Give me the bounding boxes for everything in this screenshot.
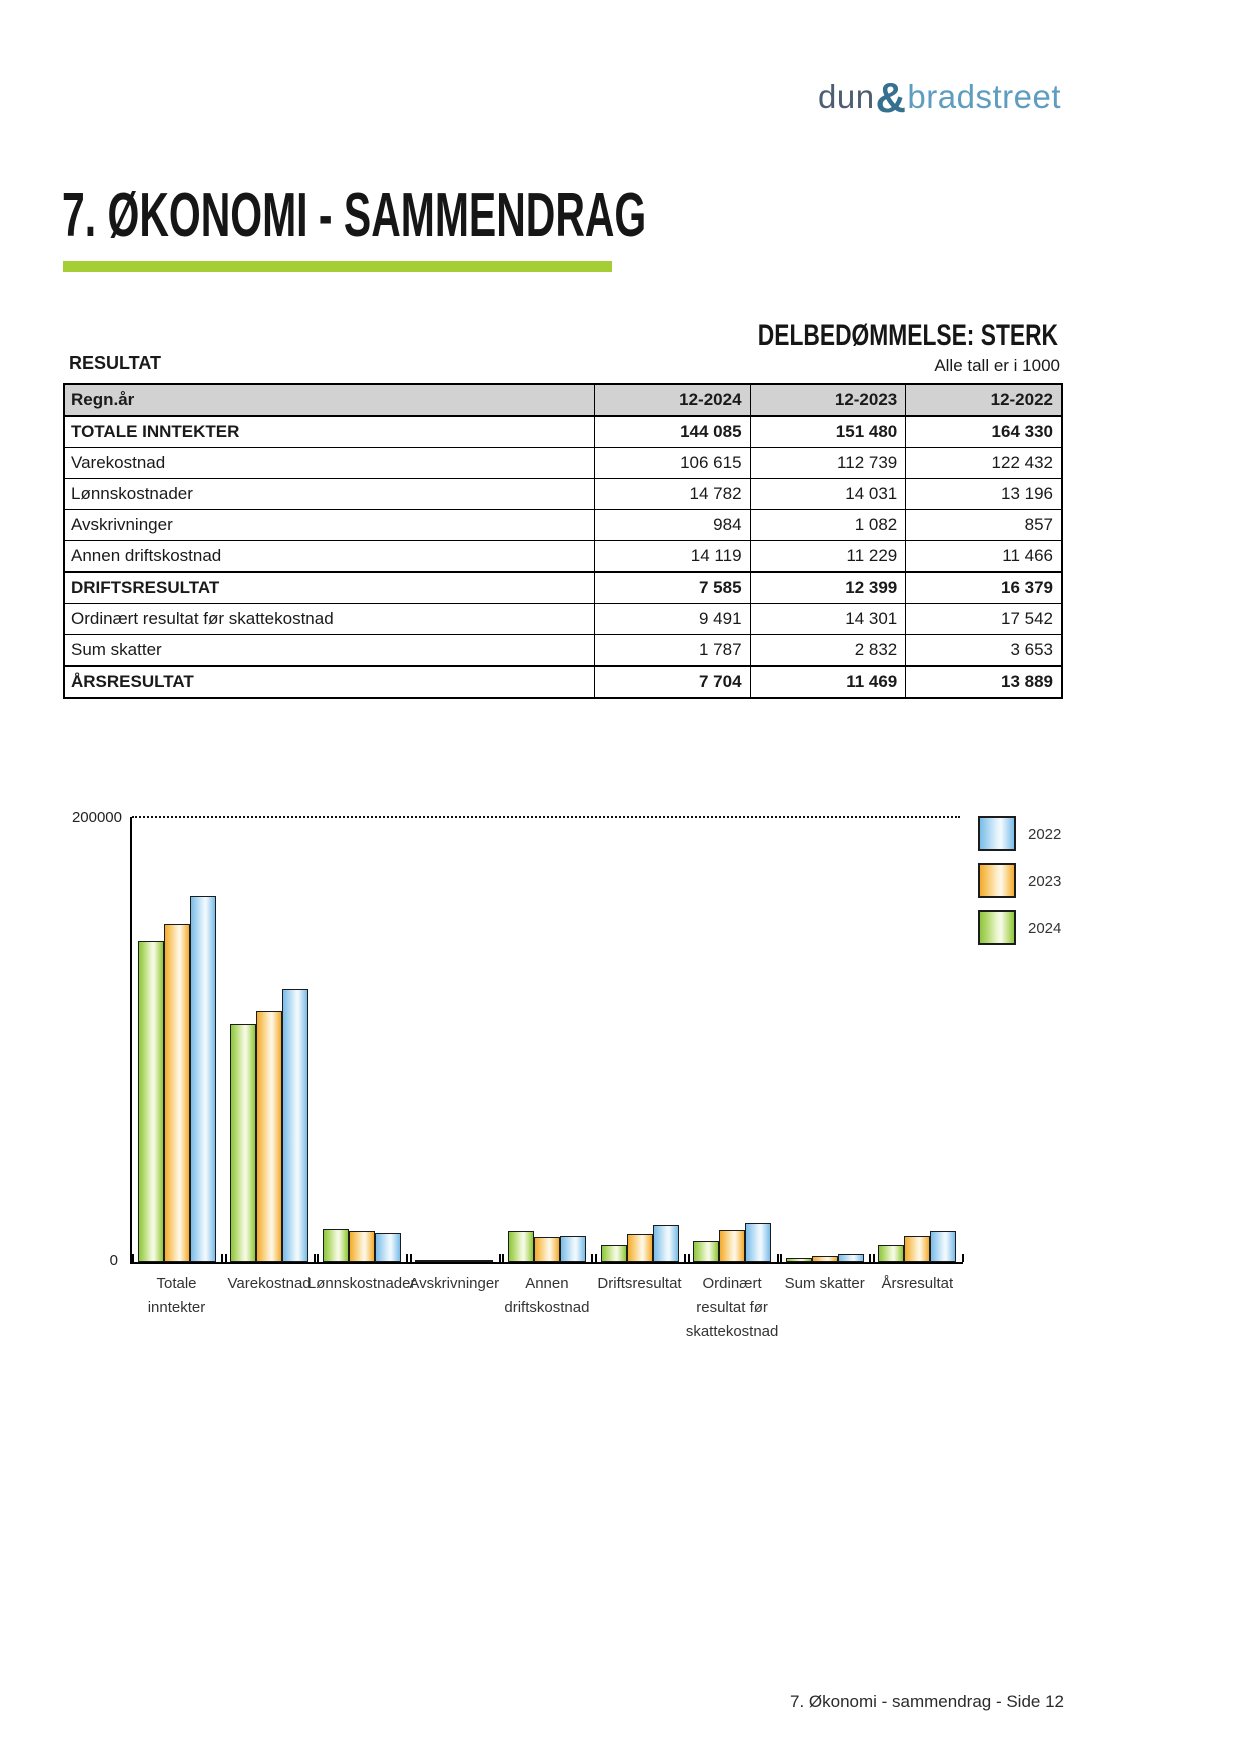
category-label-6: skattekostnad (685, 1323, 779, 1340)
table-row-5 (64, 572, 1062, 604)
category-label-4: driftskostnad (504, 1299, 590, 1316)
axis-group-tick (221, 1254, 223, 1262)
row-label: ÅRSRESULTAT (64, 666, 594, 698)
table-column-header-0: Regn.år (64, 384, 594, 416)
assessment-heading: DELBEDØMMELSE: STERK (757, 319, 1058, 352)
financial-results-table (63, 383, 1063, 699)
legend-swatch-2023 (978, 863, 1016, 898)
axis-group-tick (780, 1254, 782, 1262)
category-label-8: Årsresultat (881, 1275, 954, 1292)
table-column-header-2: 12-2023 (750, 384, 906, 416)
page-title: 7. ØKONOMI - SAMMENDRAG (62, 181, 647, 250)
row-value: 112 739 (750, 448, 906, 479)
bar-2023-1 (256, 1011, 282, 1262)
category-label-4: Annen (525, 1275, 569, 1292)
page-footer: 7. Økonomi - sammendrag - Side 12 (789, 1692, 1064, 1711)
row-value: 164 330 (906, 416, 1062, 448)
axis-group-tick (406, 1254, 408, 1262)
bar-2022-2 (375, 1233, 401, 1262)
bar-2023-0 (164, 924, 190, 1262)
row-value: 16 379 (906, 572, 1062, 604)
row-value: 2 832 (750, 635, 906, 667)
row-value: 857 (906, 510, 1062, 541)
bar-2022-4 (560, 1236, 586, 1262)
row-value: 1 787 (594, 635, 750, 667)
row-label: DRIFTSRESULTAT (64, 572, 594, 604)
axis-group-tick (317, 1254, 319, 1262)
bar-2022-5 (653, 1225, 679, 1262)
table-body (64, 416, 1062, 698)
row-value: 9 491 (594, 604, 750, 635)
bar-2023-8 (904, 1236, 930, 1262)
table-column-header-1: 12-2024 (594, 384, 750, 416)
row-value: 13 889 (906, 666, 1062, 698)
axis-group-tick (591, 1254, 593, 1262)
legend-swatch-2024 (978, 910, 1016, 945)
bar-2024-7 (786, 1258, 812, 1262)
dun-bradstreet-logo (818, 74, 1061, 122)
bar-2022-3 (467, 1260, 493, 1262)
y-axis-line (130, 817, 132, 1264)
bar-2024-1 (230, 1024, 256, 1262)
row-value: 106 615 (594, 448, 750, 479)
row-value: 17 542 (906, 604, 1062, 635)
row-value: 984 (594, 510, 750, 541)
bar-2023-2 (349, 1231, 375, 1262)
row-label: Avskrivninger (64, 510, 594, 541)
y-tick-label-0: 0 (109, 1252, 118, 1269)
table-row-4 (64, 541, 1062, 573)
table-header (64, 384, 1062, 416)
table-column-header-3: 12-2022 (906, 384, 1062, 416)
table-row-3 (64, 510, 1062, 541)
gridline-200000 (132, 816, 960, 818)
row-label: Annen driftskostnad (64, 541, 594, 573)
axis-group-tick (873, 1254, 875, 1262)
row-label: Varekostnad (64, 448, 594, 479)
category-label-0: Totale (156, 1275, 197, 1292)
axis-group-tick (777, 1254, 779, 1262)
section-label: RESULTAT (69, 353, 161, 373)
table-row-6 (64, 604, 1062, 635)
bar-2024-4 (508, 1231, 534, 1262)
category-label-6: Ordinært (702, 1275, 762, 1292)
axis-group-tick (132, 1254, 134, 1262)
category-label-6: resultat før (696, 1299, 768, 1316)
axis-group-tick (410, 1254, 412, 1262)
row-value: 11 469 (750, 666, 906, 698)
row-label: Lønnskostnader (64, 479, 594, 510)
category-label-5: Driftsresultat (597, 1275, 682, 1292)
category-label-7: Sum skatter (784, 1275, 865, 1292)
row-label: TOTALE INNTEKTER (64, 416, 594, 448)
row-value: 11 466 (906, 541, 1062, 573)
bar-2022-0 (190, 896, 216, 1262)
row-value: 3 653 (906, 635, 1062, 667)
legend-swatch-2022 (978, 816, 1016, 851)
logo-text-dun: dun (818, 78, 875, 115)
axis-group-tick (314, 1254, 316, 1262)
row-value: 14 119 (594, 541, 750, 573)
x-axis-line (130, 1262, 963, 1264)
row-value: 14 031 (750, 479, 906, 510)
bar-2024-2 (323, 1229, 349, 1262)
table-row-2 (64, 479, 1062, 510)
table-header-row (64, 384, 1062, 416)
axis-group-tick (684, 1254, 686, 1262)
bar-2023-3 (441, 1260, 467, 1262)
row-label: Ordinært resultat før skattekostnad (64, 604, 594, 635)
bar-2022-7 (838, 1254, 864, 1262)
legend-label-2022: 2022 (1028, 826, 1062, 843)
row-value: 11 229 (750, 541, 906, 573)
bar-2023-7 (812, 1256, 838, 1262)
row-value: 13 196 (906, 479, 1062, 510)
axis-group-tick (688, 1254, 690, 1262)
row-value: 14 301 (750, 604, 906, 635)
bar-2024-6 (693, 1241, 719, 1262)
y-tick-label-200000: 200000 (71, 809, 122, 826)
axis-group-tick (962, 1254, 964, 1262)
legend-label-2023: 2023 (1028, 873, 1062, 890)
legend-label-2024: 2024 (1028, 920, 1062, 937)
title-underline-rule (63, 261, 612, 272)
axis-group-tick (499, 1254, 501, 1262)
row-value: 7 585 (594, 572, 750, 604)
axis-group-tick (502, 1254, 504, 1262)
bar-2023-6 (719, 1230, 745, 1262)
row-value: 14 782 (594, 479, 750, 510)
category-label-1: Varekostnad (227, 1275, 311, 1292)
bar-2023-5 (627, 1234, 653, 1262)
row-value: 144 085 (594, 416, 750, 448)
row-value: 151 480 (750, 416, 906, 448)
bar-2024-5 (601, 1245, 627, 1262)
bar-2024-0 (138, 941, 164, 1262)
axis-group-tick (869, 1254, 871, 1262)
bar-2022-8 (930, 1231, 956, 1262)
row-value: 122 432 (906, 448, 1062, 479)
bar-2022-6 (745, 1223, 771, 1262)
table-row-0 (64, 416, 1062, 448)
axis-group-tick (595, 1254, 597, 1262)
row-label: Sum skatter (64, 635, 594, 667)
bar-2024-3 (415, 1260, 441, 1262)
table-row-7 (64, 635, 1062, 667)
row-value: 1 082 (750, 510, 906, 541)
row-value: 12 399 (750, 572, 906, 604)
row-value: 7 704 (594, 666, 750, 698)
table-row-8 (64, 666, 1062, 698)
axis-group-tick (225, 1254, 227, 1262)
bar-2024-8 (878, 1245, 904, 1262)
category-label-2: Lønnskostnader (307, 1275, 416, 1292)
logo-ampersand-icon: & (875, 74, 907, 121)
units-note: Alle tall er i 1000 (934, 356, 1060, 375)
table-row-1 (64, 448, 1062, 479)
category-label-3: Avskrivninger (409, 1275, 500, 1292)
category-label-0: inntekter (147, 1299, 206, 1316)
bar-2023-4 (534, 1237, 560, 1262)
logo-text-bradstreet: bradstreet (907, 78, 1061, 115)
bar-2022-1 (282, 989, 308, 1262)
